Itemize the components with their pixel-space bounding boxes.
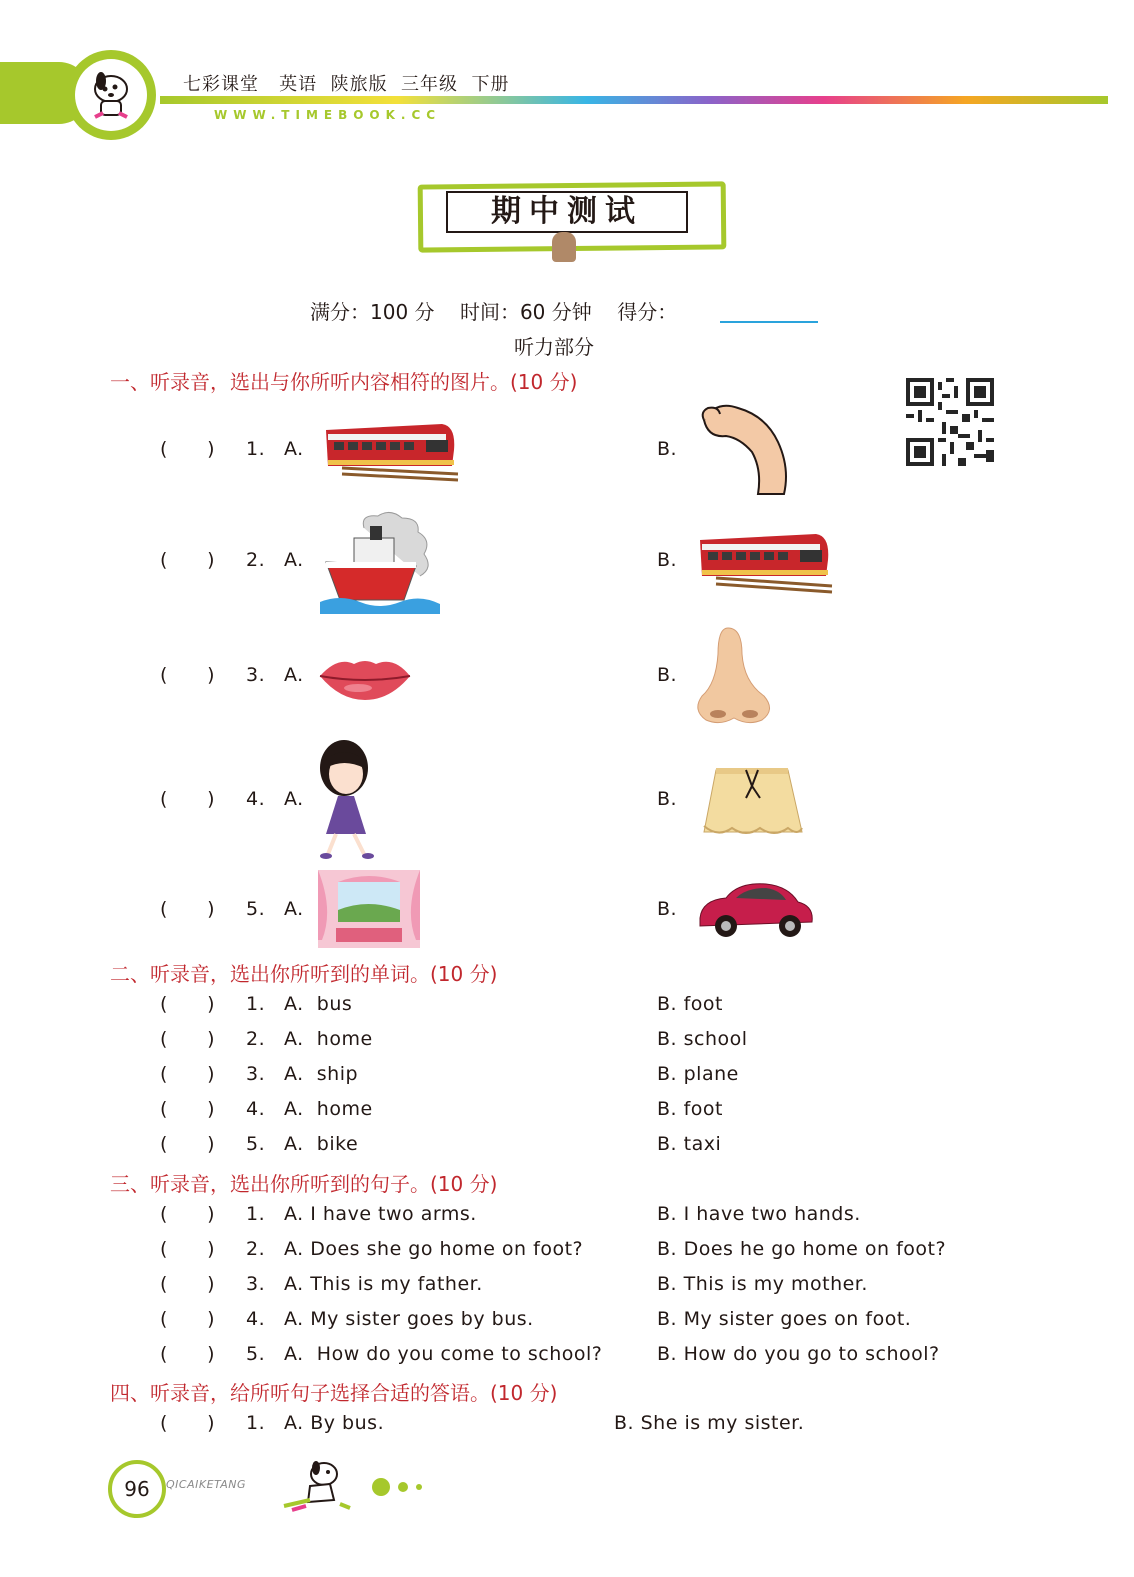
answer-paren[interactable]: ( ) [160,1343,216,1365]
option-a-label: A. [284,788,304,810]
train-icon[interactable] [696,526,834,602]
nose-icon[interactable] [692,624,776,732]
series-title: 七彩课堂 英语 陕旅版 三年级 下册 [183,74,510,95]
mascot-icon [280,1456,354,1518]
answer-paren[interactable]: ( ) [160,1203,216,1225]
score-info: 满分：100 分 时间：60 分钟 得分： [310,300,678,324]
train-icon[interactable] [322,416,460,488]
decor-dot [416,1484,422,1490]
decor-dot [398,1482,408,1492]
option-a: A. home [284,1098,373,1120]
answer-paren[interactable]: ( ) [160,1238,216,1260]
answer-paren[interactable]: ( ) [160,438,216,460]
mascot-icon [75,59,147,131]
answer-paren[interactable]: ( ) [160,788,216,810]
option-b: B. foot [657,1098,724,1120]
item-number: 3. [246,1063,266,1085]
hand-icon [552,232,576,262]
answer-paren[interactable]: ( ) [160,1028,216,1050]
option-b: B. How do you go to school? [657,1343,940,1365]
section2-heading: 二、听录音，选出你所听到的单词。(10 分) [110,962,498,986]
option-b: B. plane [657,1063,739,1085]
option-b: B. She is my sister. [614,1412,805,1434]
option-b: B. school [657,1028,748,1050]
option-a: A. bus [284,993,353,1015]
option-a: A. I have two arms. [284,1203,477,1225]
decor-dot [372,1478,390,1496]
option-b: B. foot [657,993,724,1015]
option-b-label: B. [657,898,678,920]
option-b: B. My sister goes on foot. [657,1308,912,1330]
option-a-label: A. [284,438,304,460]
mouth-icon[interactable] [318,654,412,706]
option-b: B. Does he go home on foot? [657,1238,947,1260]
item-number: 2. [246,549,266,571]
item-number: 4. [246,1098,266,1120]
answer-paren[interactable]: ( ) [160,1133,216,1155]
item-number: 4. [246,1308,266,1330]
footer-brand: QICAIKETANG [166,1478,247,1491]
skirt-icon[interactable] [698,764,808,844]
ship-icon[interactable] [320,510,440,618]
qr-code-icon [906,378,994,466]
item-number: 1. [246,1203,266,1225]
item-number: 3. [246,664,266,686]
answer-paren[interactable]: ( ) [160,1412,216,1434]
section1-heading: 一、听录音，选出与你所听内容相符的图片。(10 分) [110,370,578,394]
option-a: A. ship [284,1063,359,1085]
option-b-label: B. [657,549,678,571]
answer-paren[interactable]: ( ) [160,993,216,1015]
answer-paren[interactable]: ( ) [160,898,216,920]
option-b-label: B. [657,664,678,686]
item-number: 5. [246,898,266,920]
option-a: A. This is my father. [284,1273,483,1295]
item-number: 2. [246,1028,266,1050]
option-a: A. My sister goes by bus. [284,1308,534,1330]
item-number: 5. [246,1343,266,1365]
answer-paren[interactable]: ( ) [160,1098,216,1120]
website-url: WWW.TIMEBOOK.CC [214,108,442,122]
arm-icon[interactable] [696,398,792,504]
option-a-label: A. [284,898,304,920]
score-blank[interactable] [720,321,818,323]
listening-heading: 听力部分 [514,335,594,359]
answer-paren[interactable]: ( ) [160,664,216,686]
item-number: 1. [246,438,266,460]
option-a: A. By bus. [284,1412,385,1434]
item-number: 4. [246,788,266,810]
item-number: 2. [246,1238,266,1260]
option-b: B. This is my mother. [657,1273,868,1295]
page-number: 96 [108,1460,166,1518]
section4-heading: 四、听录音，给所听句子选择合适的答语。(10 分) [110,1381,558,1405]
girl-icon[interactable] [318,738,380,866]
item-number: 1. [246,1412,266,1434]
option-a-label: A. [284,664,304,686]
option-a-label: A. [284,549,304,571]
answer-paren[interactable]: ( ) [160,1063,216,1085]
option-a: A. Does she go home on foot? [284,1238,584,1260]
option-a: A. home [284,1028,373,1050]
option-b: B. taxi [657,1133,722,1155]
answer-paren[interactable]: ( ) [160,1273,216,1295]
car-icon[interactable] [696,878,816,946]
rainbow-stripe [160,96,1108,104]
item-number: 1. [246,993,266,1015]
item-number: 3. [246,1273,266,1295]
page-title: 期中测试 [491,194,643,229]
option-a: A. bike [284,1133,359,1155]
option-b-label: B. [657,438,678,460]
section3-heading: 三、听录音，选出你所听到的句子。(10 分) [110,1172,498,1196]
option-b: B. I have two hands. [657,1203,861,1225]
option-a: A. How do you come to school? [284,1343,603,1365]
answer-paren[interactable]: ( ) [160,1308,216,1330]
answer-paren[interactable]: ( ) [160,549,216,571]
room-icon[interactable] [318,870,420,952]
item-number: 5. [246,1133,266,1155]
option-b-label: B. [657,788,678,810]
